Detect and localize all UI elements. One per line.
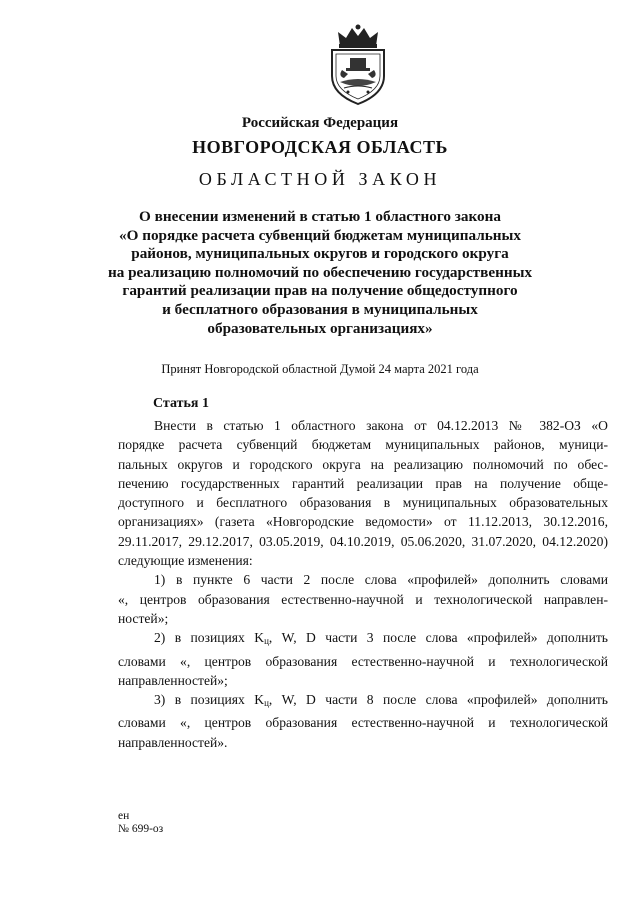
title-line: «О порядке расчета субвенций бюджетам муниципальных: [118, 226, 521, 244]
body-line: пальных округов и городского округа на реализацию полномочий по обес-: [118, 456, 608, 472]
title-line: образовательных организациях»: [207, 319, 433, 337]
law-title: [0, 208, 640, 338]
document-type-heading: ОБЛАСТНОЙ ЗАКОН: [198, 169, 442, 189]
subscript: ц: [264, 698, 269, 709]
title-line: районов, муниципальных округов и городского округа: [131, 245, 509, 263]
body-line: печению государственных гарантий реализации прав на получение обще-: [118, 475, 608, 491]
item-3-line: 3) в позициях $K_ц$, W, D части 8 после слова «профилей» дополнить: [154, 692, 608, 709]
body-line: организациях» (газета «Новгородские ведомости» от 11.12.2013, 30.12.2016,: [118, 514, 608, 530]
adoption-note: Принят Новгородской областной Думой 24 марта 2021 года: [161, 362, 479, 376]
item-1-line: «, центров образования естественно-научной и технологической направлен-: [118, 591, 608, 607]
footer: [118, 810, 163, 836]
item-3-line: направленностей».: [118, 734, 228, 750]
title-line: и бесплатного образования в муниципальных: [162, 300, 478, 318]
body-line: Внести в статью 1 областного закона от 04.12.2013 № 382-ОЗ «О: [154, 418, 608, 433]
region-heading: НОВГОРОДСКАЯ ОБЛАСТЬ: [192, 137, 448, 157]
subscript: ц: [264, 636, 269, 647]
title-line: на реализацию полномочий по обеспечению государственных: [107, 263, 533, 281]
article-body: [118, 416, 608, 752]
body-line: 29.11.2017, 29.12.2017, 03.05.2019, 04.10.2019, 05.06.2020, 31.07.2020, 04.12.2020): [118, 533, 608, 549]
item-2-line: 2) в позициях $K_ц$, W, D части 3 после слова «профилей» дополнить: [154, 630, 608, 647]
item-2-line: направленностей»;: [118, 672, 228, 688]
body-line: порядке расчета субвенций бюджетам муниципальных районов, муници-: [118, 437, 608, 453]
article-heading: Статья 1: [153, 396, 209, 411]
title-line: О внесении изменений в статью 1 областного закона: [139, 208, 501, 225]
item-1-line: ностей»;: [118, 610, 169, 626]
country-heading: Российская Федерация: [241, 115, 399, 131]
body-line: доступного и бесплатного образования в муниципальных образовательных: [118, 495, 608, 511]
title-line: гарантий реализации прав на получение общедоступного: [122, 282, 518, 300]
item-2-line: словами «, центров образования естественно-научной и технологической: [118, 653, 608, 669]
executor-initials: ен: [118, 810, 130, 822]
law-number: № 699-оз: [118, 823, 164, 835]
body-line: следующие изменения:: [118, 553, 253, 569]
item-3-line: словами «, центров образования естественно-научной и технологической: [118, 715, 608, 731]
item-1-line: 1) в пункте 6 части 2 после слова «профилей» дополнить словами: [154, 572, 608, 588]
coat-of-arms-icon: [326, 24, 390, 106]
